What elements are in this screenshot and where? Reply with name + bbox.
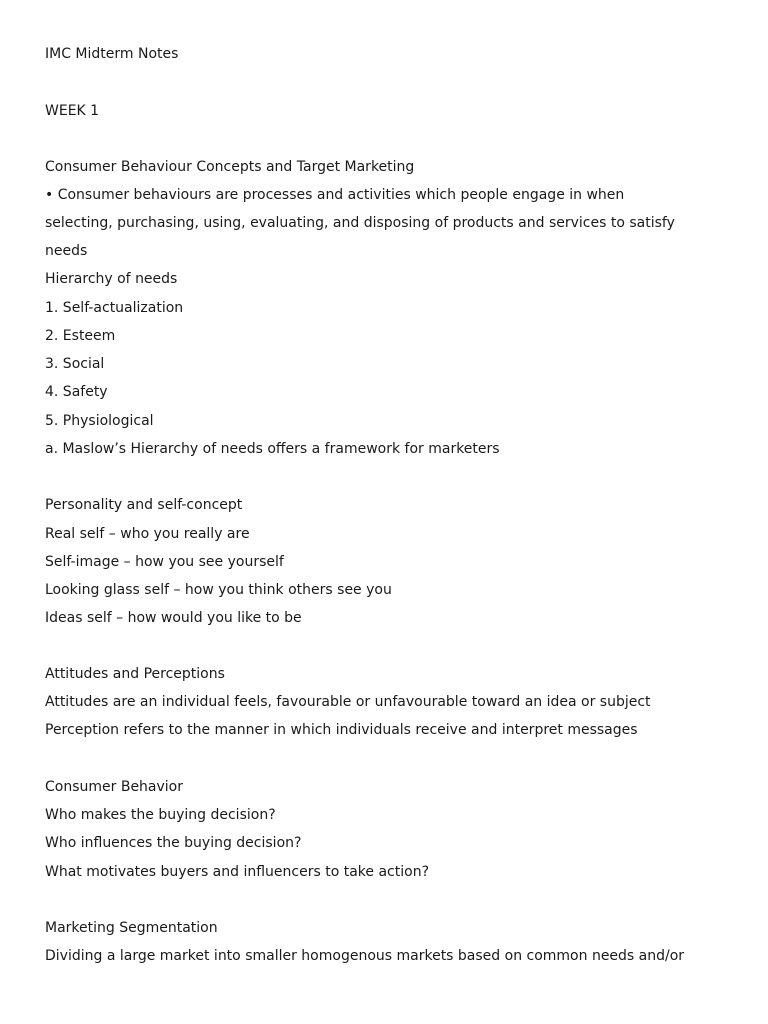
- week-heading: WEEK 1: [45, 103, 100, 119]
- hierarchy-item: 2. Esteem: [45, 328, 116, 344]
- section-heading-consumer-behaviour-concepts: Consumer Behaviour Concepts and Target Marketing: [45, 159, 415, 175]
- hierarchy-item: 4. Safety: [45, 384, 108, 400]
- section-heading-personality: Personality and self-concept: [45, 497, 243, 513]
- hierarchy-item: 1. Self-actualization: [45, 300, 184, 316]
- bullet-line: • Consumer behaviours are processes and activities which people engage in when: [45, 187, 625, 203]
- list-item: Attitudes are an individual feels, favourable or unfavourable toward an idea or subject: [45, 694, 651, 710]
- hierarchy-note: a. Maslow’s Hierarchy of needs offers a framework for marketers: [45, 441, 500, 457]
- list-item: Who makes the buying decision?: [45, 807, 276, 823]
- section-heading-attitudes: Attitudes and Perceptions: [45, 666, 225, 682]
- list-item: Perception refers to the manner in which individuals receive and interpret messages: [45, 722, 638, 738]
- section-heading-marketing-segmentation: Marketing Segmentation: [45, 920, 218, 936]
- list-item: Ideas self – how would you like to be: [45, 610, 302, 626]
- list-item: Who influences the buying decision?: [45, 835, 302, 851]
- bullet-line: needs: [45, 243, 88, 259]
- list-item: Self-image – how you see yourself: [45, 554, 284, 570]
- section-heading-consumer-behavior: Consumer Behavior: [45, 779, 184, 795]
- list-item: What motivates buyers and influencers to take action?: [45, 864, 429, 880]
- list-item: Real self – who you really are: [45, 526, 250, 542]
- list-item: Dividing a large market into smaller homogenous markets based on common needs and/or: [45, 948, 685, 964]
- bullet-line: selecting, purchasing, using, evaluating, and disposing of products and services to satisfy: [45, 215, 675, 231]
- hierarchy-item: 5. Physiological: [45, 413, 154, 429]
- document-title: IMC Midterm Notes: [45, 46, 179, 62]
- list-item: Looking glass self – how you think others see you: [45, 582, 392, 598]
- hierarchy-item: 3. Social: [45, 356, 105, 372]
- hierarchy-heading: Hierarchy of needs: [45, 271, 178, 287]
